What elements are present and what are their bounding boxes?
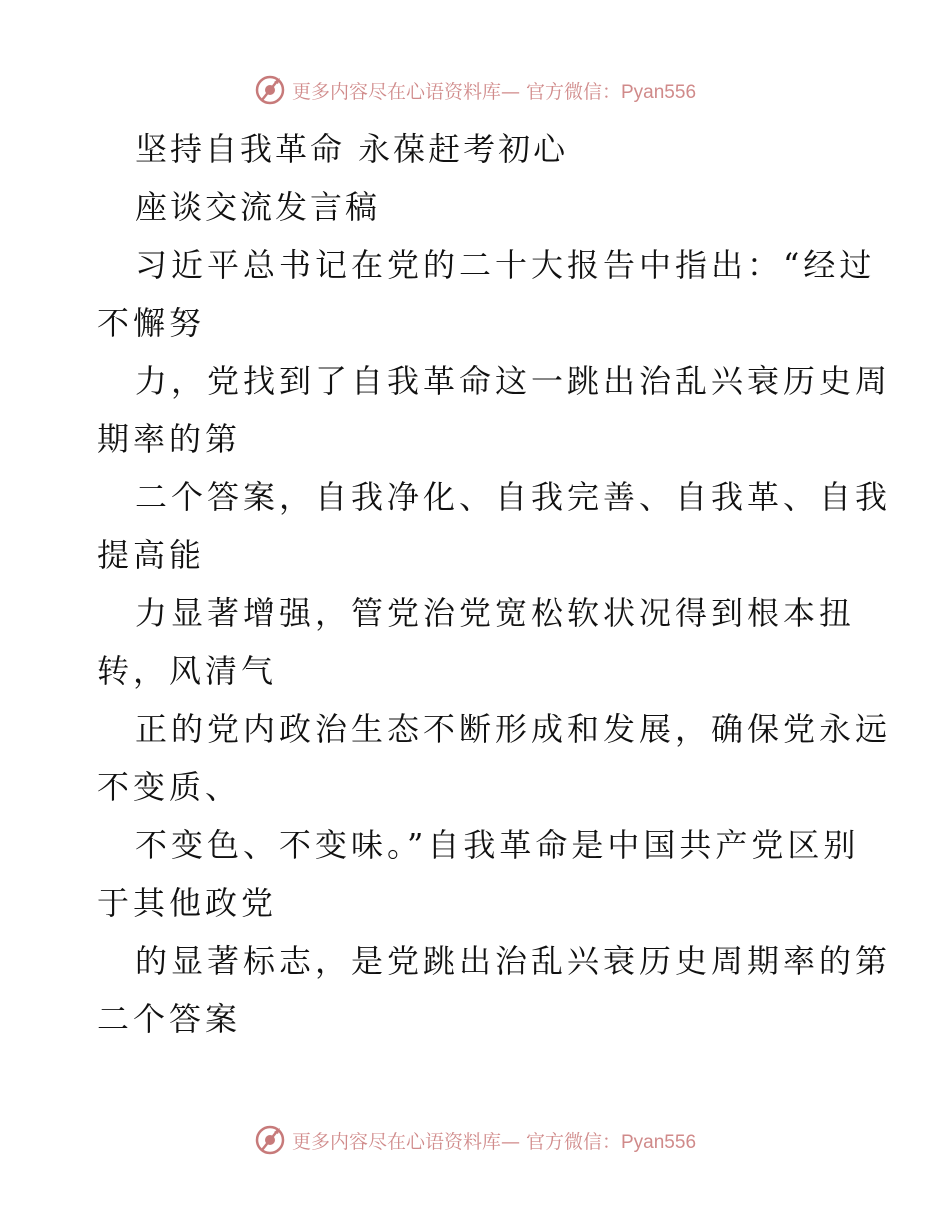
paragraph-line: 不懈努 (97, 304, 206, 342)
logo-icon (254, 1124, 286, 1156)
paragraph-line: 提高能 (97, 536, 206, 574)
paragraph-line: 的显著标志，是党跳出治乱兴衰历史周期率的第 (135, 942, 892, 980)
paragraph-line: 不变质、 (97, 768, 242, 806)
document-body (97, 120, 892, 1048)
paragraph-line: 于其他政党 (97, 884, 278, 922)
watermark-text: 更多内容尽在心语资料库— (291, 80, 520, 103)
header-watermark (0, 70, 950, 110)
paragraph-line: 习近平总书记在党的二十大报告中指出：“经过 (135, 246, 876, 284)
logo-icon (254, 74, 286, 106)
watermark-text: 更多内容尽在心语资料库— (291, 1130, 520, 1153)
paragraph-line: 二个答案，自我净化、自我完善、自我革、自我 (135, 478, 892, 516)
watermark-wechat: 官方微信：Pyan556 (526, 1131, 697, 1153)
paragraph-line: 转，风清气 (97, 652, 278, 690)
paragraph-line: 力，党找到了自我革命这一跳出治乱兴衰历史周 (135, 362, 892, 400)
paragraph-line: 不变色、不变味。”自我革命是中国共产党区别 (135, 826, 860, 864)
paragraph-line: 力显著增强，管党治党宽松软状况得到根本扭 (135, 594, 856, 632)
paragraph-line: 正的党内政治生态不断形成和发展，确保党永远 (135, 710, 892, 748)
watermark-wechat: 官方微信：Pyan556 (526, 81, 697, 103)
doc-subtitle: 座谈交流发言稿 (135, 188, 381, 226)
footer-watermark (0, 1120, 950, 1160)
paragraph-line: 期率的第 (97, 420, 242, 458)
paragraph-line: 二个答案 (97, 1000, 242, 1038)
doc-title: 坚持自我革命 永葆赶考初心 (135, 130, 569, 168)
